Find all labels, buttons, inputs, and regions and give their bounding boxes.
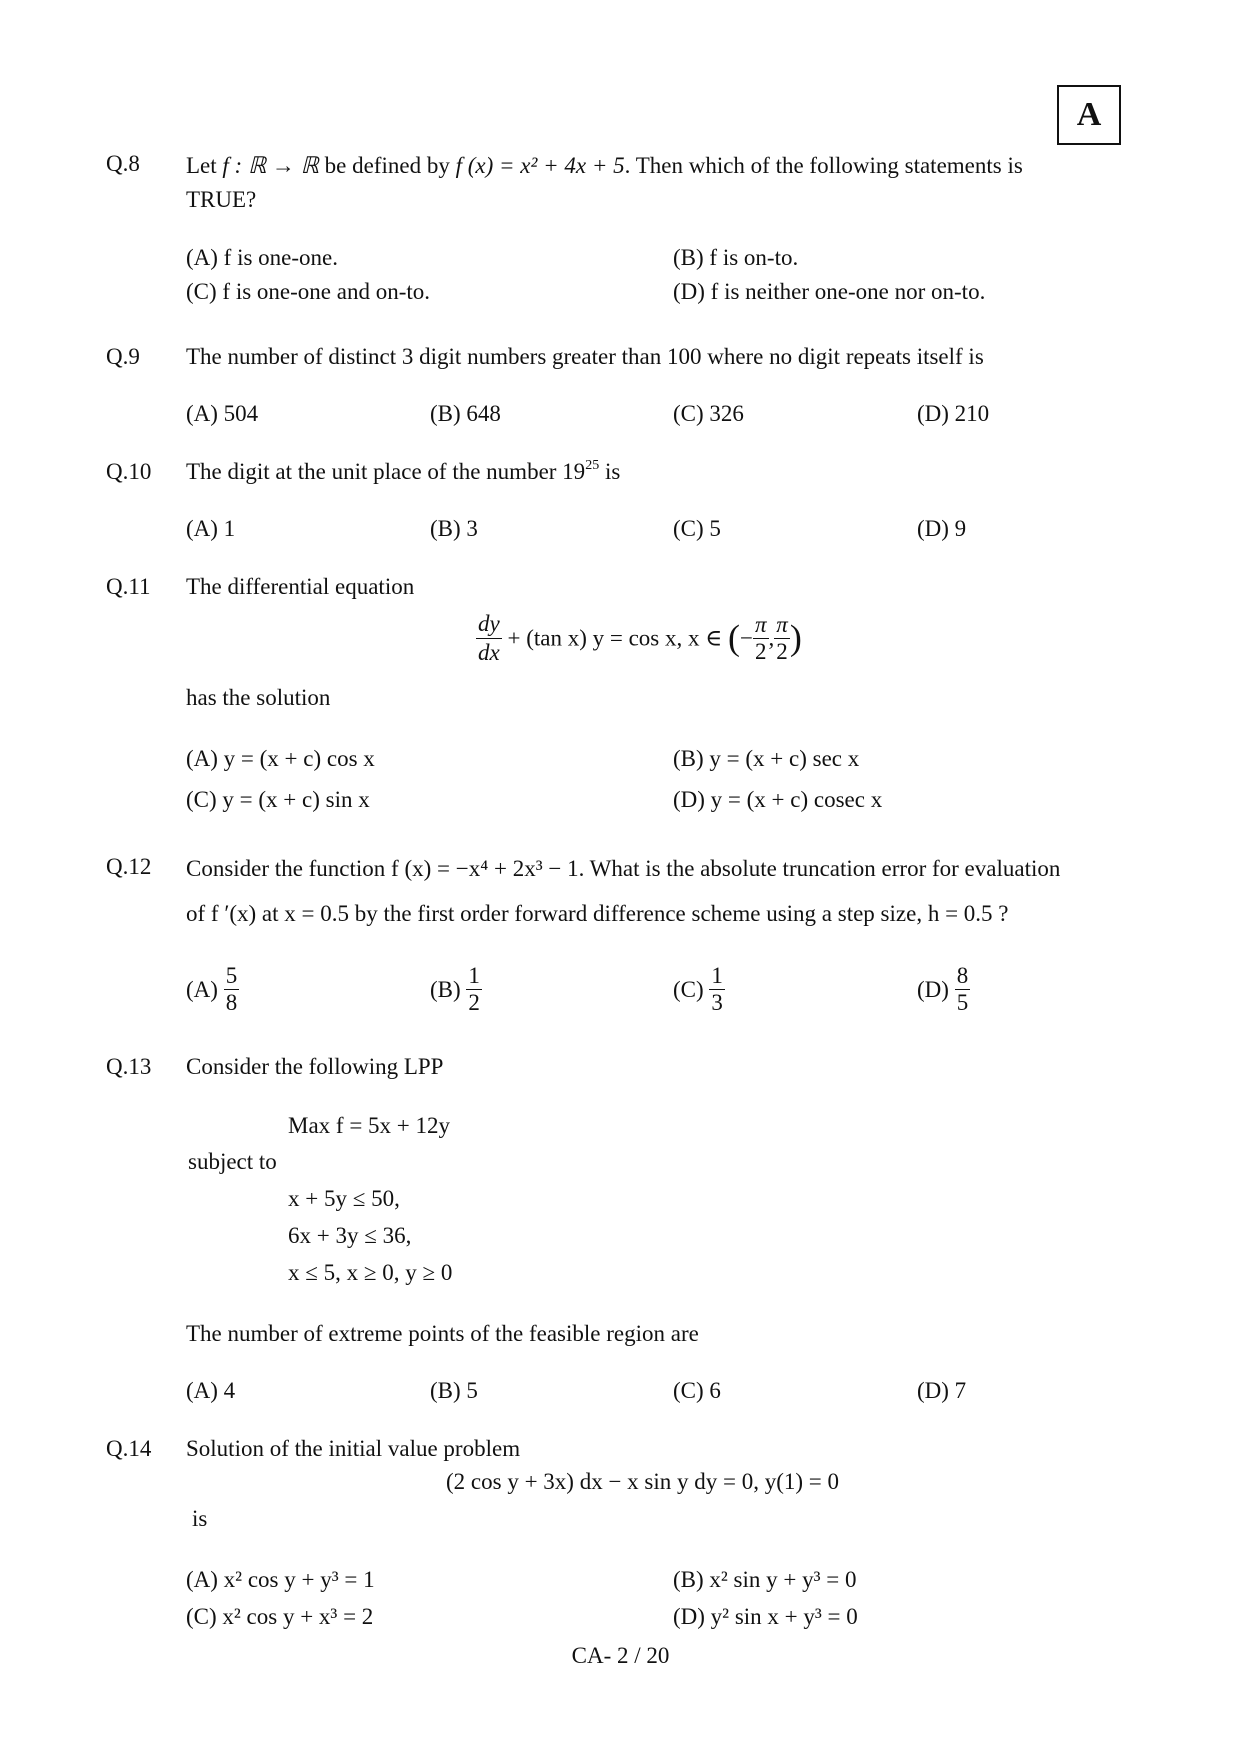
q11-derivative [476,610,502,666]
q13-text: Consider the following LPP [186,1054,444,1079]
q13-question: The number of extreme points of the feasible region are [186,1321,699,1346]
q14-equation: (2 cos y + 3x) dx − x sin y dy = 0, y(1) = 0 [446,1469,840,1494]
q9-text: The number of distinct 3 digit numbers greater than 100 where no digit repeats itself is [186,344,984,369]
q11-two-2: 2 [776,639,788,665]
q11-number: Q.11 [106,574,151,599]
q12-option-d-label: (D) [917,977,949,1003]
q14-number: Q.14 [106,1436,152,1461]
q14-option-a[interactable]: (A) x² cos y + y³ = 1 [186,1567,375,1592]
q11-option-a[interactable]: (A) y = (x + c) cos x [186,746,375,771]
set-label-box: A [1057,85,1121,145]
q11-after-text: has the solution [186,685,331,710]
q8-option-c[interactable]: (C) f is one-one and on-to. [186,279,430,304]
q11-dy: dy [476,610,502,639]
q9-option-d[interactable]: (D) 210 [917,401,990,426]
q11-interval-open: ( [728,617,741,658]
q14-option-d[interactable]: (D) y² sin x + y³ = 0 [673,1604,858,1629]
q13-subject-to: subject to [188,1149,277,1174]
q11-pi-2: π [774,611,790,640]
q8-number: Q.8 [106,151,140,176]
q14-text: Solution of the initial value problem [186,1436,521,1461]
q8-function: f (x) = x² + 4x + 5 [455,153,625,178]
q9-number: Q.9 [106,344,140,369]
q12-option-a-num: 5 [224,963,240,990]
q11-option-d[interactable]: (D) y = (x + c) cosec x [673,787,883,812]
q11-minus: − [740,625,753,651]
q8-text-pre: Let [186,153,223,178]
q12-option-a[interactable] [186,963,239,1017]
q11-option-c[interactable]: (C) y = (x + c) sin x [186,787,370,812]
q13-option-b[interactable]: (B) 5 [430,1378,478,1403]
q12-text-line1: Consider the function f (x) = −x⁴ + 2x³ − 1. What is the absolute truncation error for evaluation [186,856,1061,881]
q9-option-c[interactable]: (C) 326 [673,401,744,426]
q11-option-b[interactable]: (B) y = (x + c) sec x [673,746,860,771]
q13-constraint-3: x ≤ 5, x ≥ 0, y ≥ 0 [288,1260,453,1285]
q13-option-a[interactable]: (A) 4 [186,1378,236,1403]
q12-text-line2: of f ′(x) at x = 0.5 by the first order forward difference scheme using a step size, h = 0.5 ? [186,901,1009,926]
q10-option-d[interactable]: (D) 9 [917,516,967,541]
q11-two-1: 2 [755,639,767,665]
q14-after-text: is [192,1506,208,1531]
q10-exponent: 25 [585,458,600,473]
q12-option-a-label: (A) [186,977,218,1003]
q12-option-d-fraction [955,963,971,1017]
q10-option-a[interactable]: (A) 1 [186,516,236,541]
q13-constraint-1: x + 5y ≤ 50, [288,1186,400,1211]
q12-option-d-den: 5 [956,990,969,1016]
q11-pi-1: π [753,611,769,640]
q12-option-b-num: 1 [466,963,482,990]
q10-text-pre: The digit at the unit place of the number 19 [186,459,586,484]
q8-text-mid: be defined by [318,153,456,178]
q8-text [186,152,1023,180]
q12-option-c-fraction [709,963,725,1017]
q12-option-c[interactable] [673,963,725,1017]
q12-option-b-den: 2 [468,990,480,1016]
q12-option-d-num: 8 [955,963,971,990]
q11-comma: , [768,625,775,651]
q11-neg-pi-half [753,611,769,666]
q10-number: Q.10 [106,459,152,484]
q14-option-b[interactable]: (B) x² sin y + y³ = 0 [673,1567,857,1592]
q8-option-b[interactable]: (B) f is on-to. [673,245,799,270]
q12-option-c-num: 1 [709,963,725,990]
q11-dx: dx [478,639,500,665]
q10-text-post: is [599,459,621,484]
q12-option-a-den: 8 [225,990,238,1016]
q9-option-b[interactable]: (B) 648 [430,401,501,426]
q11-equation [476,610,802,666]
q8-text-post: . Then which of the following statements is [624,153,1023,178]
q11-text: The differential equation [186,574,415,599]
q10-option-c[interactable]: (C) 5 [673,516,721,541]
q11-interval-close: ) [789,617,802,658]
q12-option-d[interactable] [917,963,970,1017]
q13-constraint-2: 6x + 3y ≤ 36, [288,1223,412,1248]
q12-option-b[interactable] [430,963,482,1017]
q12-option-b-fraction [466,963,482,1017]
q12-option-b-label: (B) [430,977,461,1003]
q11-equation-body: + (tan x) y = cos x, x ∈ [501,625,729,651]
page-footer: CA- 2 / 20 [571,1643,670,1668]
q13-objective: Max f = 5x + 12y [288,1113,451,1138]
q12-option-a-fraction [224,963,240,1017]
q12-option-c-label: (C) [673,977,704,1003]
q12-option-c-den: 3 [711,990,723,1016]
q11-pi-half [774,611,790,666]
q10-text [186,458,620,486]
q12-number: Q.12 [106,854,152,879]
q8-text-line2: TRUE? [186,187,257,212]
q13-number: Q.13 [106,1054,152,1079]
q8-mapping: f : ℝ → ℝ [222,153,319,178]
q13-option-d[interactable]: (D) 7 [917,1378,967,1403]
q8-option-d[interactable]: (D) f is neither one-one nor on-to. [673,279,986,304]
q14-option-c[interactable]: (C) x² cos y + x³ = 2 [186,1604,374,1629]
q9-option-a[interactable]: (A) 504 [186,401,259,426]
q8-option-a[interactable]: (A) f is one-one. [186,245,339,270]
q13-option-c[interactable]: (C) 6 [673,1378,721,1403]
q10-option-b[interactable]: (B) 3 [430,516,478,541]
